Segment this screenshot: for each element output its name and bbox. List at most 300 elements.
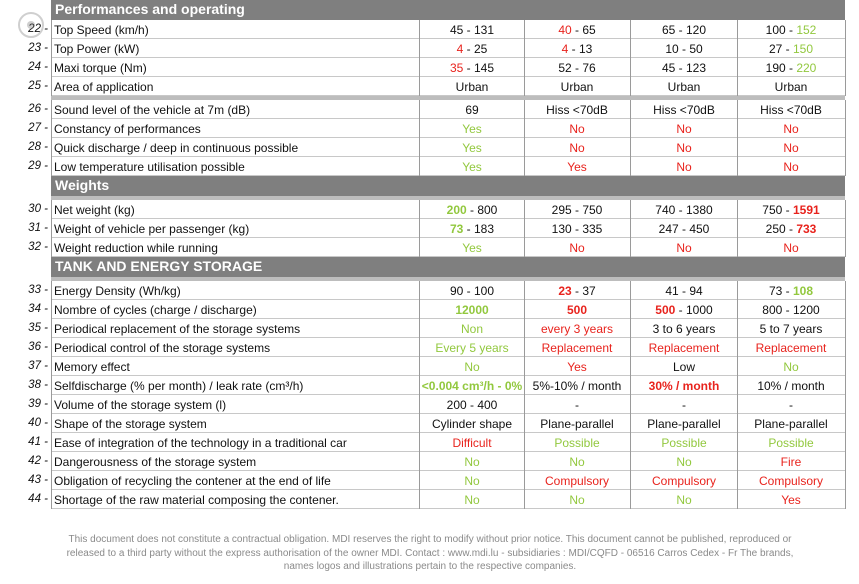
column-divider — [419, 281, 420, 509]
value-text: Possible — [768, 436, 814, 450]
value-cell — [631, 379, 737, 393]
value-cell — [420, 42, 524, 56]
value-text: 130 - 335 — [551, 222, 603, 236]
row-number: 37 - — [28, 360, 48, 372]
value-text: 295 - 750 — [551, 203, 603, 217]
table-row — [0, 395, 859, 414]
value-cell — [631, 417, 737, 431]
value-text: 800 - 1200 — [762, 303, 820, 317]
value-cell — [738, 303, 844, 317]
value-text: No — [783, 122, 799, 136]
value-cell — [631, 493, 737, 507]
table-row — [0, 238, 859, 257]
value-cell — [525, 80, 629, 94]
section-title: TANK AND ENERGY STORAGE — [55, 258, 263, 274]
value-text: 65 - 120 — [661, 23, 707, 37]
value-cell — [631, 141, 737, 155]
section-title: Performances and operating — [55, 1, 245, 17]
row-label: Weight reduction while running — [54, 241, 218, 255]
value-text: 500 — [566, 303, 588, 317]
row-label: Low temperature utilisation possible — [54, 160, 245, 174]
value-text: No — [783, 141, 799, 155]
value-text: 41 - 94 — [665, 284, 703, 298]
value-text: - 183 — [463, 222, 495, 236]
value-cell — [738, 61, 844, 75]
value-text: Replacement — [755, 341, 827, 355]
row-label: Top Power (kW) — [54, 42, 140, 56]
value-cell — [631, 23, 737, 37]
row-label: Volume of the storage system (l) — [54, 398, 227, 412]
value-cell — [738, 122, 844, 136]
value-text: Yes — [567, 360, 587, 374]
table-row — [0, 58, 859, 77]
value-cell — [525, 160, 629, 174]
column-divider — [630, 100, 631, 176]
value-text: No — [569, 122, 585, 136]
row-label: Periodical replacement of the storage systems — [54, 322, 301, 336]
section-header-bar — [51, 176, 845, 196]
section-header — [0, 0, 859, 20]
value-text: Urban — [455, 80, 489, 94]
value-text: - — [575, 398, 579, 412]
footer-line: names logos and illustrations pertain to the respective companies. — [283, 561, 577, 572]
value-cell — [631, 61, 737, 75]
row-label: Maxi torque (Nm) — [54, 61, 147, 75]
value-cell — [631, 436, 737, 450]
column-divider — [524, 281, 525, 509]
value-cell — [631, 122, 737, 136]
value-text: 200 - 400 — [446, 398, 498, 412]
column-divider — [845, 20, 846, 96]
row-label: Shape of the storage system — [54, 417, 207, 431]
value-text: 23 — [558, 284, 572, 298]
value-text: Every 5 years — [435, 341, 509, 355]
value-text: 73 — [449, 222, 464, 236]
value-cell — [631, 160, 737, 174]
value-text: Hiss <70dB — [653, 103, 715, 117]
table-row — [0, 319, 859, 338]
row-number: 39 - — [28, 398, 48, 410]
value-cell — [420, 284, 524, 298]
value-text: - 65 — [571, 23, 596, 37]
row-label: Weight of vehicle per passenger (kg) — [54, 222, 250, 236]
row-divider — [51, 508, 845, 509]
row-number: 42 - — [28, 455, 48, 467]
value-text: Yes — [462, 241, 482, 255]
value-cell — [420, 379, 524, 393]
value-cell — [525, 61, 629, 75]
value-text: Yes — [567, 160, 587, 174]
column-divider — [419, 100, 420, 176]
table-row — [0, 200, 859, 219]
row-number: 34 - — [28, 303, 48, 315]
site-logo — [16, 10, 46, 40]
value-text: No — [464, 455, 480, 469]
table-row — [0, 490, 859, 509]
value-text: 10% / month — [757, 379, 825, 393]
value-cell — [420, 303, 524, 317]
value-text: Yes — [781, 493, 801, 507]
value-cell — [738, 80, 844, 94]
row-number: 35 - — [28, 322, 48, 334]
row-number: 43 - — [28, 474, 48, 486]
value-cell — [420, 80, 524, 94]
value-text: 733 — [796, 222, 817, 236]
value-text: 73 - — [768, 284, 793, 298]
value-cell — [525, 141, 629, 155]
row-number: 24 - — [28, 61, 48, 73]
row-number: 32 - — [28, 241, 48, 253]
value-text: Urban — [774, 80, 808, 94]
value-cell — [631, 360, 737, 374]
value-cell — [738, 141, 844, 155]
column-divider — [524, 100, 525, 176]
column-divider — [524, 200, 525, 257]
value-cell — [631, 303, 737, 317]
value-cell — [738, 203, 844, 217]
value-text: Compulsory — [544, 474, 610, 488]
value-cell — [631, 203, 737, 217]
value-text: 5%-10% / month — [532, 379, 622, 393]
value-text: 220 — [796, 61, 817, 75]
row-number: 38 - — [28, 379, 48, 391]
row-label: Sound level of the vehicle at 7m (dB) — [54, 103, 251, 117]
table-row — [0, 300, 859, 319]
value-text: 152 — [796, 23, 817, 37]
value-cell — [420, 61, 524, 75]
row-label: Selfdischarge (% per month) / leak rate (cm³/h) — [54, 379, 304, 393]
column-divider — [737, 100, 738, 176]
row-number: 30 - — [28, 203, 48, 215]
value-text: - — [789, 398, 793, 412]
value-text: 250 - — [765, 222, 797, 236]
column-divider — [630, 20, 631, 96]
value-text: No — [464, 360, 480, 374]
value-text: Hiss <70dB — [760, 103, 822, 117]
value-text: Fire — [780, 455, 802, 469]
value-cell — [525, 493, 629, 507]
value-cell — [420, 203, 524, 217]
value-cell — [525, 398, 629, 412]
value-text: Possible — [661, 436, 707, 450]
row-label: Dangerousness of the storage system — [54, 455, 257, 469]
value-cell — [738, 222, 844, 236]
value-cell — [631, 284, 737, 298]
value-text: 150 — [792, 42, 814, 56]
value-text: 3 to 6 years — [652, 322, 716, 336]
value-cell — [738, 398, 844, 412]
value-cell — [525, 474, 629, 488]
section-title: Weights — [55, 177, 110, 193]
value-text: No — [676, 141, 692, 155]
value-text: No — [676, 160, 692, 174]
value-text: - 1000 — [675, 303, 713, 317]
value-text: No — [569, 455, 585, 469]
value-cell — [738, 417, 844, 431]
value-text: 1591 — [792, 203, 820, 217]
table-row — [0, 281, 859, 300]
value-cell — [525, 241, 629, 255]
value-cell — [420, 474, 524, 488]
value-cell — [420, 493, 524, 507]
value-cell — [420, 360, 524, 374]
value-cell — [738, 103, 844, 117]
value-cell — [525, 417, 629, 431]
value-cell — [420, 23, 524, 37]
row-label: Energy Density (Wh/kg) — [54, 284, 181, 298]
table-row — [0, 471, 859, 490]
table-row — [0, 157, 859, 176]
row-number: 29 - — [28, 160, 48, 172]
value-text: No — [676, 455, 692, 469]
value-cell — [738, 23, 844, 37]
row-label: Constancy of performances — [54, 122, 201, 136]
value-text: Yes — [462, 141, 482, 155]
value-cell — [738, 455, 844, 469]
value-text: - 25 — [463, 42, 488, 56]
row-number: 33 - — [28, 284, 48, 296]
table-row — [0, 452, 859, 471]
value-text: - 37 — [571, 284, 596, 298]
table-row — [0, 414, 859, 433]
value-text: Compulsory — [651, 474, 717, 488]
value-cell — [525, 222, 629, 236]
row-number: 40 - — [28, 417, 48, 429]
value-cell — [525, 360, 629, 374]
value-text: No — [569, 241, 585, 255]
value-cell — [631, 222, 737, 236]
row-number: 36 - — [28, 341, 48, 353]
value-cell — [420, 455, 524, 469]
value-text: 108 — [792, 284, 814, 298]
value-cell — [738, 322, 844, 336]
row-number: 41 - — [28, 436, 48, 448]
value-text: 4 — [561, 42, 569, 56]
value-text: 500 — [655, 303, 676, 317]
section-header — [0, 176, 859, 196]
value-text: 90 - 100 — [449, 284, 495, 298]
value-text: Compulsory — [758, 474, 824, 488]
value-text: Yes — [462, 160, 482, 174]
value-text: Plane-parallel — [540, 417, 614, 431]
table-row — [0, 433, 859, 452]
value-cell — [525, 322, 629, 336]
value-text: Replacement — [648, 341, 720, 355]
value-cell — [631, 42, 737, 56]
value-text: - 13 — [568, 42, 593, 56]
value-text: 200 — [446, 203, 467, 217]
value-text: 35 — [449, 61, 464, 75]
value-cell — [525, 436, 629, 450]
column-divider — [845, 100, 846, 176]
value-text: Cylinder shape — [431, 417, 513, 431]
value-cell — [420, 103, 524, 117]
value-text: 4 — [456, 42, 464, 56]
value-text: No — [464, 493, 480, 507]
value-text: 10 - 50 — [665, 42, 703, 56]
footer-line: released to a third party without the express authorisation of the owner MDI. Contact : www.mdi.lu - subsidiaries : MDI/CQFD - 06516 Carros Cedex - Fr The brands, — [66, 547, 794, 559]
value-cell — [420, 417, 524, 431]
value-text: Plane-parallel — [754, 417, 828, 431]
value-cell — [738, 360, 844, 374]
value-cell — [631, 103, 737, 117]
value-text: No — [464, 474, 480, 488]
value-cell — [420, 241, 524, 255]
value-text: Urban — [560, 80, 594, 94]
row-label: Memory effect — [54, 360, 130, 374]
row-number: 44 - — [28, 493, 48, 505]
value-cell — [525, 284, 629, 298]
value-text: 30% / month — [648, 379, 720, 393]
value-text: Possible — [554, 436, 600, 450]
row-number: 28 - — [28, 141, 48, 153]
value-text: 740 - 1380 — [655, 203, 713, 217]
value-cell — [631, 398, 737, 412]
column-divider — [51, 281, 52, 509]
column-divider — [51, 200, 52, 257]
value-text: Plane-parallel — [647, 417, 721, 431]
column-divider — [737, 20, 738, 96]
section-header — [0, 257, 859, 277]
value-cell — [738, 42, 844, 56]
table-row — [0, 338, 859, 357]
column-divider — [845, 281, 846, 509]
row-label: Top Speed (km/h) — [54, 23, 149, 37]
value-text: Yes — [462, 122, 482, 136]
value-text: 12000 — [455, 303, 489, 317]
value-text: Replacement — [541, 341, 613, 355]
value-text: - 145 — [463, 61, 495, 75]
table-row — [0, 20, 859, 39]
table-row — [0, 357, 859, 376]
value-cell — [420, 160, 524, 174]
value-text: Difficult — [452, 436, 492, 450]
row-number: 31 - — [28, 222, 48, 234]
value-text: No — [676, 493, 692, 507]
row-label: Ease of integration of the technology in a traditional car — [54, 436, 347, 450]
value-text: 247 - 450 — [658, 222, 710, 236]
value-cell — [420, 141, 524, 155]
row-number: 25 - — [28, 80, 48, 92]
row-label: Nombre of cycles (charge / discharge) — [54, 303, 257, 317]
value-cell — [738, 341, 844, 355]
value-cell — [420, 436, 524, 450]
row-label: Periodical control of the storage systems — [54, 341, 271, 355]
value-cell — [420, 122, 524, 136]
table-row — [0, 77, 859, 96]
footer-line: This document does not constitute a contractual obligation. MDI reserves the right to modify without prior notice. This document cannot be published, reproduced or — [68, 534, 792, 545]
value-cell — [525, 103, 629, 117]
value-cell — [738, 160, 844, 174]
value-cell — [738, 493, 844, 507]
value-text: 5 to 7 years — [759, 322, 823, 336]
column-divider — [51, 20, 52, 96]
column-divider — [419, 20, 420, 96]
row-number: 22 - — [28, 23, 48, 35]
value-cell — [420, 222, 524, 236]
table-row — [0, 138, 859, 157]
value-text: Hiss <70dB — [546, 103, 608, 117]
value-cell — [420, 322, 524, 336]
column-divider — [524, 20, 525, 96]
value-text: <0.004 cm³/h - 0% — [421, 379, 523, 393]
column-divider — [630, 200, 631, 257]
column-divider — [419, 200, 420, 257]
value-text: No — [783, 360, 799, 374]
value-text: No — [676, 122, 692, 136]
row-label: Quick discharge / deep in continuous possible — [54, 141, 299, 155]
value-text: Urban — [667, 80, 701, 94]
value-cell — [738, 284, 844, 298]
value-text: 190 - — [765, 61, 797, 75]
value-text: Low — [672, 360, 695, 374]
value-cell — [525, 455, 629, 469]
row-number: 23 - — [28, 42, 48, 54]
value-text: No — [569, 141, 585, 155]
value-text: 45 - 131 — [449, 23, 495, 37]
row-label: Obligation of recycling the contener at the end of life — [54, 474, 331, 488]
table-row — [0, 100, 859, 119]
value-cell — [738, 241, 844, 255]
value-text: 52 - 76 — [558, 61, 596, 75]
table-row — [0, 219, 859, 238]
value-text: 40 — [558, 23, 572, 37]
table-row — [0, 39, 859, 58]
table-row — [0, 376, 859, 395]
value-cell — [631, 341, 737, 355]
value-cell — [631, 80, 737, 94]
value-cell — [420, 341, 524, 355]
value-text: - — [682, 398, 686, 412]
value-text: No — [783, 241, 799, 255]
value-text: No — [569, 493, 585, 507]
value-cell — [631, 241, 737, 255]
value-cell — [738, 379, 844, 393]
column-divider — [51, 100, 52, 176]
value-text: 100 - — [765, 23, 797, 37]
value-cell — [525, 379, 629, 393]
row-label: Shortage of the raw material composing the contener. — [54, 493, 339, 507]
value-cell — [525, 203, 629, 217]
value-cell — [525, 122, 629, 136]
value-cell — [525, 42, 629, 56]
value-cell — [631, 474, 737, 488]
value-text: No — [783, 160, 799, 174]
value-cell — [420, 398, 524, 412]
value-text: - 800 — [466, 203, 498, 217]
value-text: 69 — [465, 103, 479, 117]
value-cell — [631, 322, 737, 336]
value-cell — [738, 436, 844, 450]
value-cell — [525, 341, 629, 355]
value-text: Non — [460, 322, 483, 336]
value-text: 45 - 123 — [661, 61, 707, 75]
value-text: 27 - — [768, 42, 793, 56]
disclaimer-footer — [30, 533, 830, 574]
table-row — [0, 119, 859, 138]
column-divider — [737, 200, 738, 257]
value-cell — [631, 455, 737, 469]
value-cell — [738, 474, 844, 488]
row-number: 27 - — [28, 122, 48, 134]
column-divider — [737, 281, 738, 509]
row-label: Area of application — [54, 80, 154, 94]
row-number: 26 - — [28, 103, 48, 115]
value-cell — [525, 303, 629, 317]
value-cell — [525, 23, 629, 37]
column-divider — [630, 281, 631, 509]
row-label: Net weight (kg) — [54, 203, 135, 217]
